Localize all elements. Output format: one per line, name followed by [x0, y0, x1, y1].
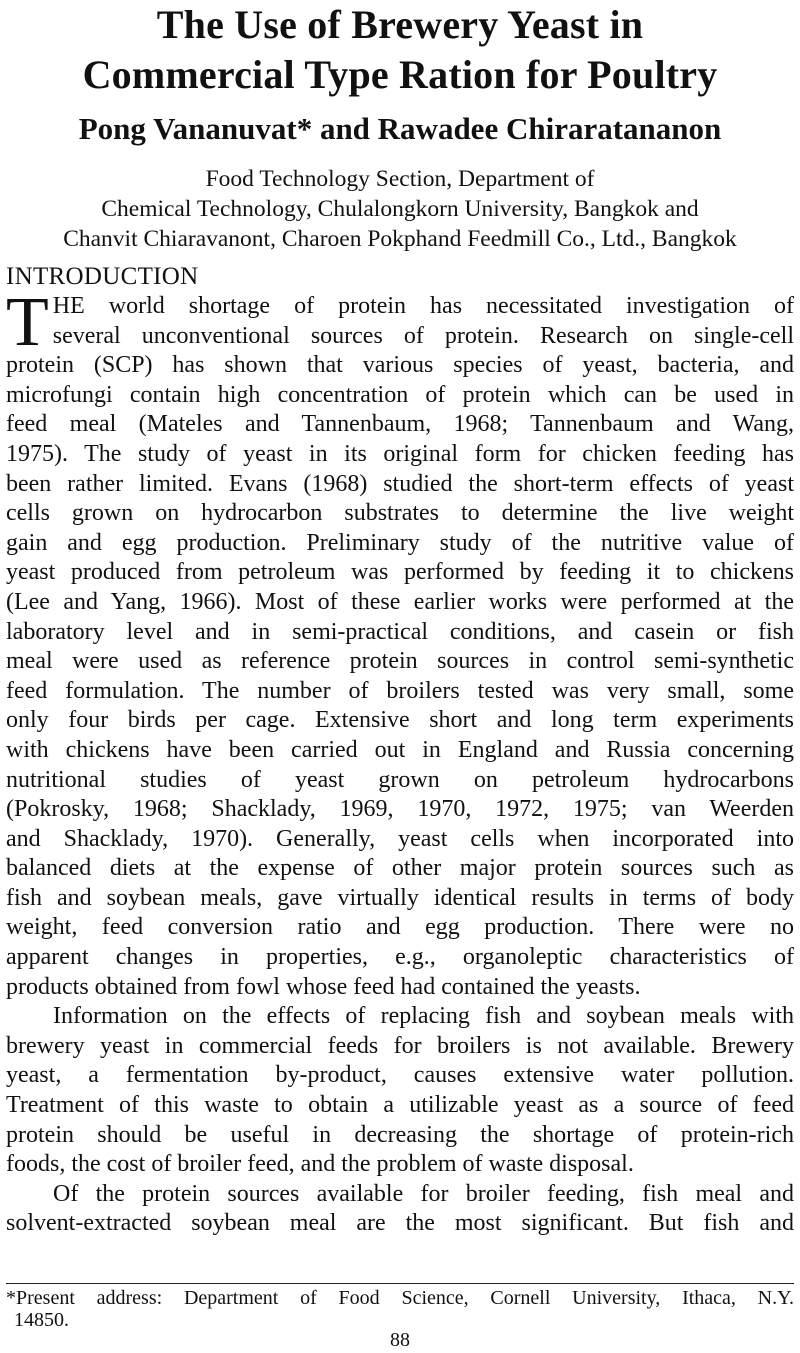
paragraph-3 — [6, 1180, 794, 1239]
title-line-2: Commercial Type Ration for Poultry — [82, 52, 718, 97]
paper-title — [0, 0, 800, 100]
text-line: HE world shortage of protein has necessitated investigation of — [52, 293, 794, 319]
affiliation-block — [0, 164, 800, 254]
paragraph-2 — [6, 1002, 794, 1180]
paragraph-1 — [6, 284, 794, 1002]
text-line: apparent changes in properties, e.g., organoleptic characteristics of — [6, 944, 794, 971]
text-line: fish and soybean meals, gave virtually identical results in terms of body — [6, 884, 794, 911]
affiliation-line: Chanvit Chiaravanont, Charoen Pokphand Feedmill Co., Ltd., Bangkok — [63, 226, 737, 252]
text-line: nutritional studies of yeast grown on petroleum hydrocarbons — [6, 766, 794, 793]
footnote-text: *Present address: Department of Food Science, Cornell University, Ithaca, N.Y. — [6, 1287, 794, 1309]
text-line: gain and egg production. Preliminary study of the nutritive value of — [6, 529, 794, 556]
text-line: brewery yeast in commercial feeds for broilers is not available. Brewery — [6, 1032, 794, 1059]
text-line: been rather limited. Evans (1968) studied the short-term effects of yeast — [6, 470, 794, 497]
text-line: laboratory level and in semi-practical conditions, and casein or fish — [6, 618, 794, 645]
text-line: and Shacklady, 1970). Generally, yeast cells when incorporated into — [6, 825, 794, 852]
text-line: products obtained from fowl whose feed had contained the yeasts. — [6, 973, 641, 1000]
text-line: meal were used as reference protein sources in control semi-synthetic — [6, 648, 794, 675]
footnote-rule — [6, 1283, 794, 1284]
text-line: with chickens have been carried out in England and Russia concerning — [6, 736, 794, 763]
text-line: weight, feed conversion ratio and egg production. There were no — [6, 914, 794, 941]
drop-cap: T — [6, 284, 49, 361]
text-line: several unconventional sources of protein. Research on single-cell — [52, 322, 794, 349]
affiliation-line: Food Technology Section, Department of — [205, 166, 595, 192]
text-line: solvent-extracted soybean meal are the most significant. But fish and — [6, 1210, 794, 1237]
text-line: balanced diets at the expense of other major protein sources such as — [6, 855, 794, 882]
text-line: yeast produced from petroleum was performed by feeding it to chickens — [6, 559, 794, 586]
text-line: feed meal (Mateles and Tannenbaum, 1968; Tannenbaum and Wang, — [6, 411, 794, 438]
paragraph-1-lines — [6, 284, 794, 1002]
text-line: (Pokrosky, 1968; Shacklady, 1969, 1970, 1972, 1975; van Weerden — [6, 796, 794, 823]
section-heading-introduction: INTRODUCTION — [6, 263, 199, 290]
text-line: feed formulation. The number of broilers tested was very small, some — [6, 677, 794, 704]
affiliation-line: Chemical Technology, Chulalongkorn University, Bangkok and — [101, 196, 699, 222]
body-text — [6, 284, 794, 1239]
text-line: (Lee and Yang, 1966). Most of these earlier works were performed at the — [6, 588, 794, 615]
footnote — [6, 1287, 794, 1331]
text-line: cells grown on hydrocarbon substrates to determine the live weight — [6, 500, 794, 527]
text-line: yeast, a fermentation by-product, causes extensive water pollution. — [6, 1062, 794, 1089]
text-line: only four birds per cage. Extensive short and long term experiments — [6, 707, 794, 734]
footnote-line — [6, 1287, 794, 1309]
footnote-line: 14850. — [14, 1309, 69, 1331]
title-line-1: The Use of Brewery Yeast in — [156, 2, 644, 47]
text-line: microfungi contain high concentration of protein which can be used in — [6, 381, 794, 408]
text-line: protein should be useful in decreasing the shortage of protein-rich — [6, 1121, 794, 1148]
text-line: foods, the cost of broiler feed, and the problem of waste disposal. — [6, 1151, 634, 1178]
text-line: Of the protein sources available for broiler feeding, fish meal and — [53, 1180, 794, 1207]
text-line: protein (SCP) has shown that various species of yeast, bacteria, and — [6, 352, 794, 379]
text-line: Treatment of this waste to obtain a utilizable yeast as a source of feed — [6, 1092, 794, 1119]
text-line: 1975). The study of yeast in its original form for chicken feeding has — [6, 440, 794, 467]
text-line: Information on the effects of replacing fish and soybean meals with — [53, 1003, 794, 1030]
page-number: 88 — [390, 1329, 410, 1351]
author-list: Pong Vananuvat* and Rawadee Chiraratananon — [78, 111, 722, 146]
